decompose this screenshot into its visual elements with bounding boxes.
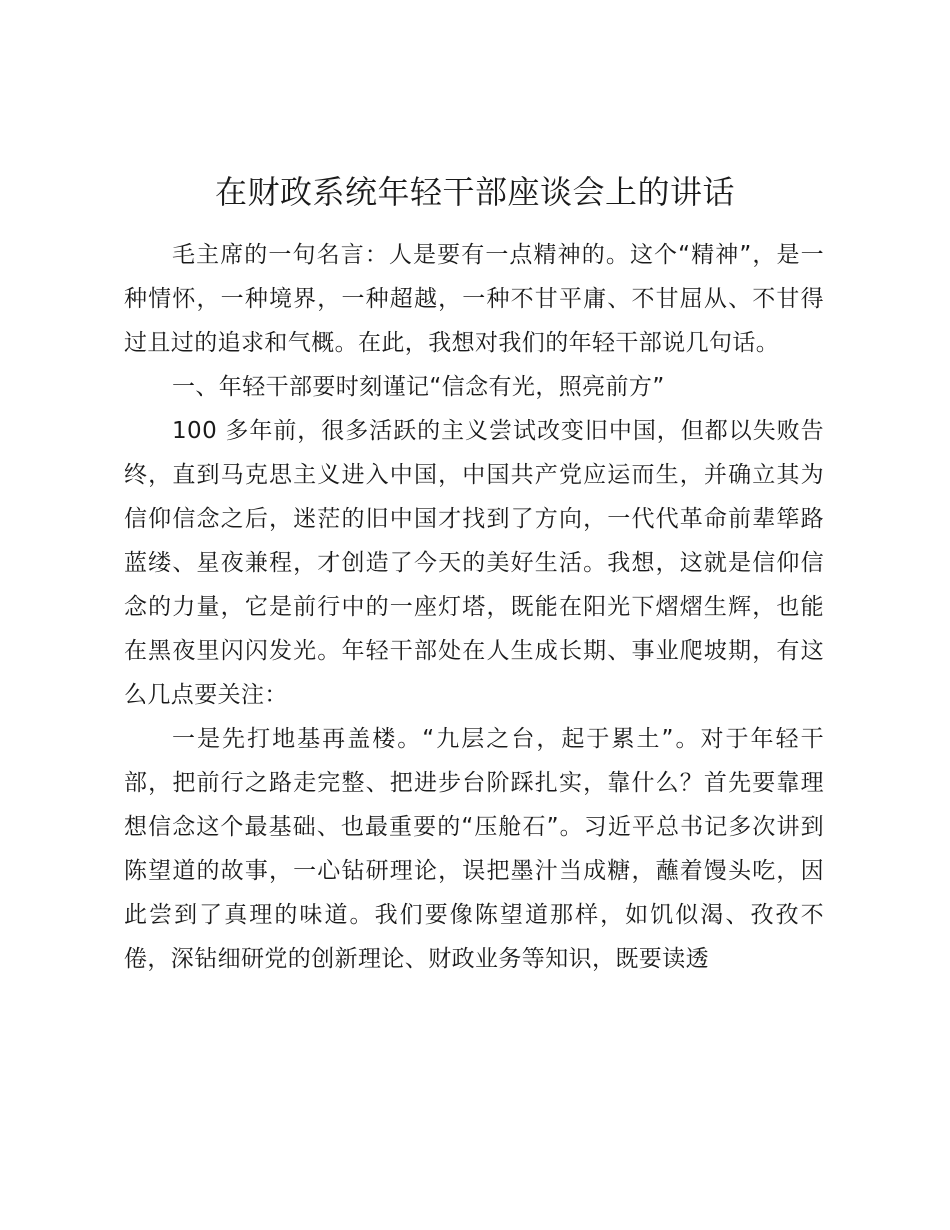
document-body	[124, 233, 824, 981]
paragraph-intro: 毛主席的一句名言：人是要有一点精神的。这个“精神”，是一种情怀，一种境界，一种超越，一种不甘平庸、不甘屈从、不甘得过且过的追求和气概。在此，我想对我们的年轻干部说几句话。	[124, 242, 824, 356]
section-heading-1: 一、年轻干部要时刻谨记“信念有光，照亮前方”	[172, 374, 665, 400]
document-title: 在财政系统年轻干部座谈会上的讲话	[214, 173, 735, 211]
paragraph-point-1: 一是先打地基再盖楼。“九层之台，起于累土”。对于年轻干部，把前行之路走完整、把进步台阶踩扎实，靠什么？首先要靠理想信念这个最基础、也最重要的“压舱石”。习近平总书记多次讲到陈望道的故事，一心钻研理论，误把墨汁当成糖，蘸着馒头吃，因此尝到了真理的味道。我们要像陈望道那样，如饥似渴、孜孜不倦，深钻细研党的创新理论、财政业务等知识，既要读透	[124, 726, 824, 972]
paragraph-history: 100 多年前，很多活跃的主义尝试改变旧中国，但都以失败告终，直到马克思主义进入中国，中国共产党应运而生，并确立其为信仰信念之后，迷茫的旧中国才找到了方向，一代代革命前辈筚路蓝缕、星夜兼程，才创造了今天的美好生活。我想，这就是信仰信念的力量，它是前行中的一座灯塔，既能在阳光下熠熠生辉，也能在黑夜里闪闪发光。年轻干部处在人生成长期、事业爬坡期，有这么几点要关注：	[124, 418, 824, 708]
